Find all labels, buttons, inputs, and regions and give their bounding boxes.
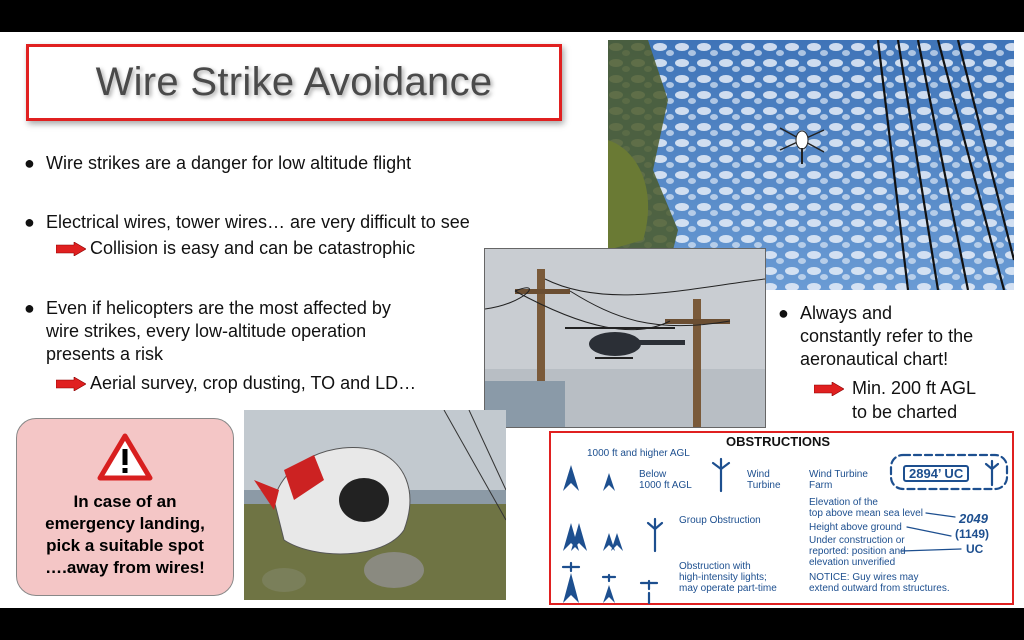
- obstructions-legend: OBSTRUCTIONS 1000 ft and higher AGL Below 1000 ft AGL Wind Turbine Wind Turbine Farm Group Obstruction Obstruction with high-intensity lights; may operate part-time Elevation of the top above mean sea level Height above ground Under construction or reported: position and elevation unverified NOTICE: Guy wires may extend outward from structures. 2049 (1149) UC 2894’ UC: [549, 431, 1014, 605]
- red-arrow-icon: [56, 377, 86, 391]
- slide: [0, 32, 1024, 608]
- obstruction-symbols: [551, 433, 1016, 607]
- bullet-2: ● Electrical wires, tower wires… are very difficult to see: [24, 212, 470, 232]
- warning-box: In case of an emergency landing, pick a suitable spot ….away from wires!: [16, 418, 234, 596]
- farm-elevation-label: 2894’ UC: [903, 465, 969, 482]
- obstructions-title: OBSTRUCTIONS: [726, 434, 830, 449]
- slide-title: Wire Strike Avoidance: [95, 60, 493, 104]
- bullet-3: ● Even if helicopters are the most affected by wire strikes, every low-altitude operation presents a risk: [24, 298, 391, 364]
- helicopter-power-lines-photo: [484, 248, 766, 428]
- warning-triangle-icon: [97, 433, 153, 481]
- title-box: [26, 44, 562, 121]
- crashed-helicopter-photo: [244, 410, 506, 600]
- sub-point-1: Collision is easy and can be catastrophic: [56, 238, 415, 259]
- chart-reference-bullet: ● Always and constantly refer to the aeronautical chart!: [778, 303, 974, 369]
- sub-point-2: Aerial survey, crop dusting, TO and LD…: [56, 373, 416, 394]
- bullet-1: ● Wire strikes are a danger for low altitude flight: [24, 153, 412, 173]
- to-be-charted-text: to be charted: [852, 402, 958, 422]
- min-agl-subpoint: Min. 200 ft AGL: [814, 378, 976, 399]
- red-arrow-icon: [814, 382, 844, 396]
- red-arrow-icon: [56, 242, 86, 256]
